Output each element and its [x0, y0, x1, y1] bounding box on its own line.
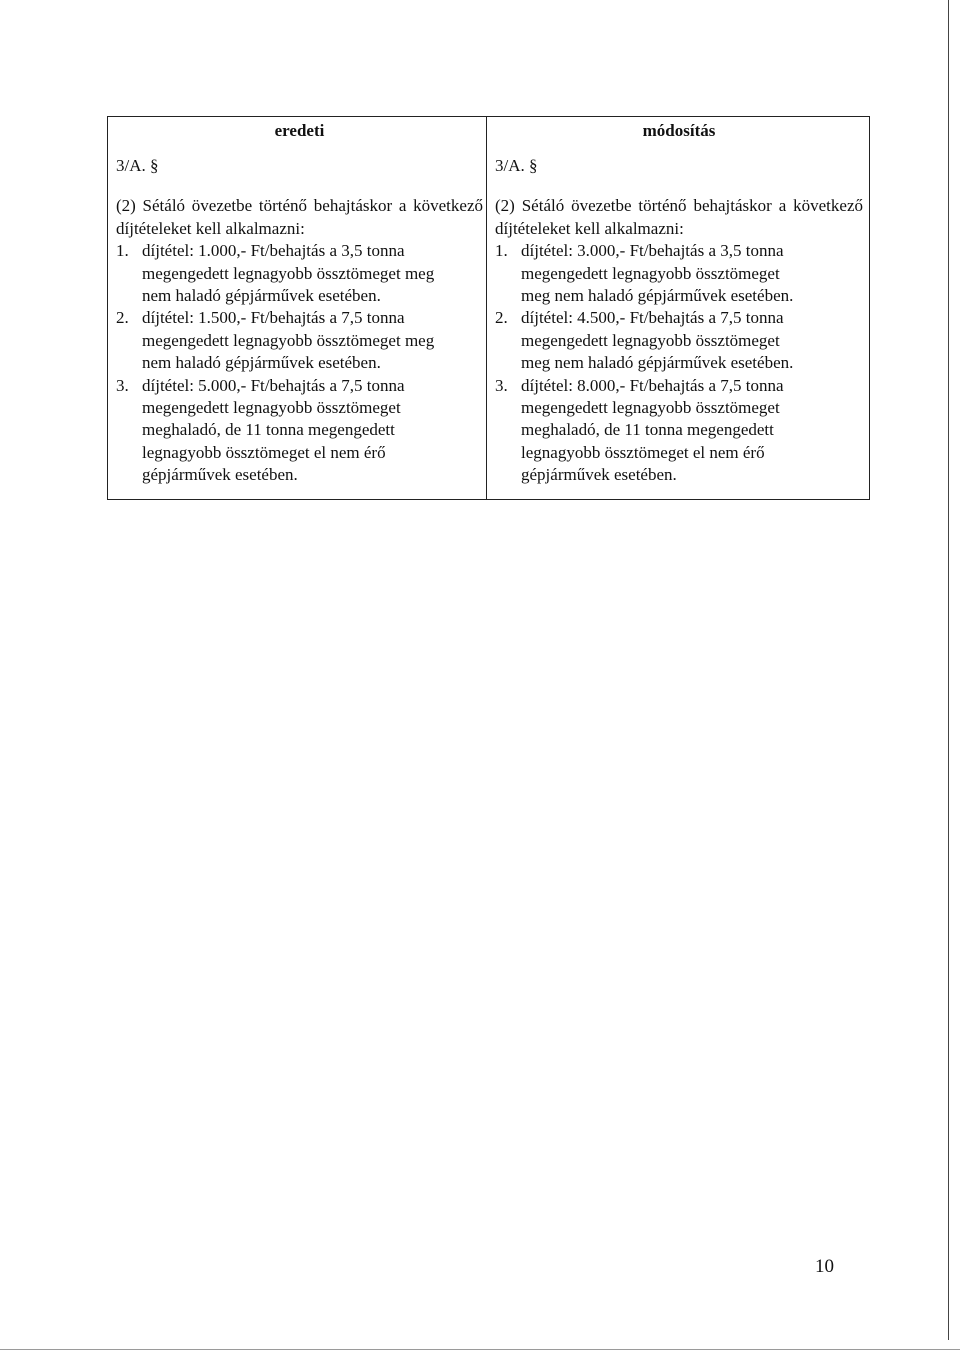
- fee-item-line: megengedett legnagyobb össztömeget meg: [142, 263, 435, 283]
- fee-item-number: 2.: [495, 308, 508, 328]
- scan-edge-right: [948, 0, 949, 1340]
- fee-item-text: [521, 375, 863, 487]
- amendment-section-ref: 3/A. §: [495, 156, 538, 175]
- fee-item-text: [521, 240, 863, 307]
- fee-item-line: gépjárművek esetében.: [142, 465, 298, 485]
- scan-edge-bottom: [0, 1349, 960, 1350]
- original-column: [108, 117, 487, 500]
- fee-item-line: meg nem haladó gépjárművek esetében.: [521, 286, 794, 306]
- fee-item-number: 3.: [116, 375, 129, 395]
- fee-item-number: 2.: [116, 308, 129, 328]
- amendment-column: [487, 117, 870, 500]
- fee-item-text: [142, 307, 483, 374]
- fee-item: [495, 375, 863, 487]
- fee-item-line: megengedett legnagyobb össztömeget: [521, 398, 780, 418]
- fee-item-line: megengedett legnagyobb össztömeget: [142, 398, 401, 418]
- fee-item-line: megengedett legnagyobb össztömeget: [521, 263, 780, 283]
- fee-item-line: megengedett legnagyobb össztömeget meg: [142, 330, 435, 350]
- fee-item-line: meghaladó, de 11 tonna megengedett: [142, 420, 395, 440]
- original-fee-list: [116, 240, 483, 486]
- fee-item-line: meg nem haladó gépjárművek esetében.: [521, 353, 794, 373]
- fee-item-line: díjtétel: 5.000,- Ft/behajtás a 7,5 tonna: [142, 375, 405, 395]
- fee-item-line: nem haladó gépjárművek esetében.: [142, 353, 381, 373]
- fee-item: [495, 307, 863, 374]
- original-column-title: eredeti: [274, 121, 325, 140]
- fee-item-line: díjtétel: 1.000,- Ft/behajtás a 3,5 tonna: [142, 241, 405, 261]
- fee-item-text: [142, 240, 483, 307]
- fee-item: [116, 307, 483, 374]
- fee-item: [116, 240, 483, 307]
- fee-item-line: díjtétel: 8.000,- Ft/behajtás a 7,5 tonna: [521, 375, 784, 395]
- comparison-table: [107, 116, 870, 500]
- comparison-row: [108, 117, 870, 500]
- fee-item-number: 1.: [495, 241, 508, 261]
- amendment-intro-paragraph: (2) Sétáló övezetbe történő behajtáskor a következő díjtételeket kell alkalmazni:: [495, 196, 863, 238]
- fee-item-number: 1.: [116, 241, 129, 261]
- fee-item-line: nem haladó gépjárművek esetében.: [142, 286, 381, 306]
- amendment-column-title: módosítás: [642, 121, 716, 140]
- amendment-fee-list: [495, 240, 863, 486]
- original-intro-paragraph: (2) Sétáló övezetbe történő behajtáskor a következő díjtételeket kell alkalmazni:: [116, 196, 483, 238]
- fee-item-line: díjtétel: 1.500,- Ft/behajtás a 7,5 tonna: [142, 308, 405, 328]
- fee-item: [495, 240, 863, 307]
- fee-item-text: [142, 375, 483, 487]
- fee-item: [116, 375, 483, 487]
- fee-item-line: megengedett legnagyobb össztömeget: [521, 330, 780, 350]
- fee-item-text: [521, 307, 863, 374]
- fee-item-line: legnagyobb össztömeget el nem érő: [521, 442, 765, 462]
- fee-item-line: meghaladó, de 11 tonna megengedett: [521, 420, 774, 440]
- original-section-ref: 3/A. §: [116, 156, 159, 175]
- fee-item-line: díjtétel: 3.000,- Ft/behajtás a 3,5 tonna: [521, 241, 784, 261]
- page-number: 10: [815, 1256, 834, 1277]
- fee-item-line: gépjárművek esetében.: [521, 465, 677, 485]
- fee-item-number: 3.: [495, 375, 508, 395]
- fee-item-line: legnagyobb össztömeget el nem érő: [142, 442, 386, 462]
- fee-item-line: díjtétel: 4.500,- Ft/behajtás a 7,5 tonna: [521, 308, 784, 328]
